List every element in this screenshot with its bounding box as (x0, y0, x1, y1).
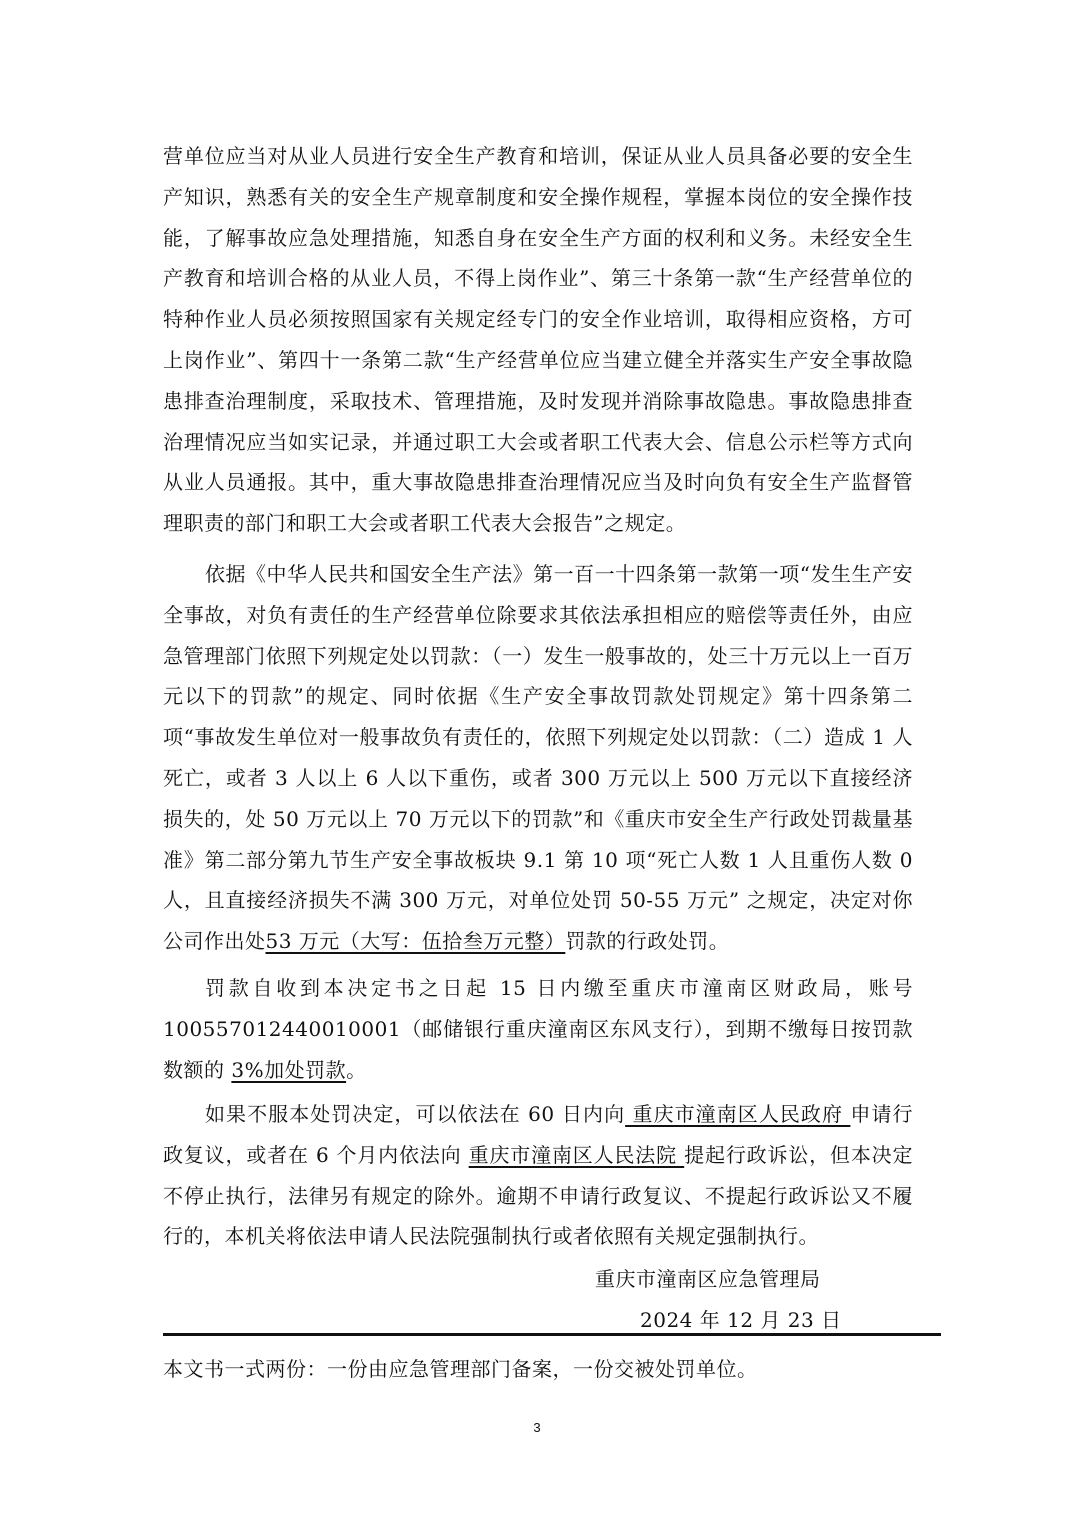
paragraph-text: 申请行政复议，或者在 6 个月内依法向 (163, 1102, 914, 1167)
copies-footnote: 本文书一式两份：一份由应急管理部门备案，一份交被处罚单位。 (163, 1357, 758, 1381)
paragraph-text: 依据《中华人民共和国安全生产法》第一百一十四条第一款第一项“发生生产安全事故，对负有责任的生产经营单位除要求其依法承担相应的赔偿等责任外，由应急管理部门依照下列规定处以罚款：（一）发生一般事故的，处三十万元以上一百万元以下的罚款”的规定、同时依据《生产安全事故罚款处罚规定》第十四条第二项“事故发生单位对一般事故负有责任的，依照下列规定处以罚款：（二）造成 1 人死亡，或者 3 人以上 6 人以下重伤，或者 300 万元以上 500 万元以下直接经济损失的，处 50 万元以上 70 万元以下的罚款”和《重庆市安全生产行政处罚裁量基准》第二部分第九节生产安全事故板块 9.1 第 10 项“死亡人数 1 人且重伤人数 0 人，且直接经济损失不满 300 万元，对单位处罚 50-55 万元” 之规定，决定对你公司作出处 (163, 562, 913, 954)
paragraph-text: 提起行政诉讼，但本决定不停止执行，法律另有规定的除外。逾期不申请行政复议、不提起行政诉讼又不履行的，本机关将依法申请人民法院强制执行或者依照有关规定强制执行。 (163, 1142, 914, 1249)
footer-divider (163, 1333, 941, 1336)
late-penalty-rate: 3%加处罚款 (231, 1057, 347, 1082)
paragraph-text: 。 (346, 1057, 367, 1082)
paragraph-text: 营单位应当对从业人员进行安全生产教育和培训，保证从业人员具备必要的安全生产知识，熟悉有关的安全生产规章制度和安全操作规程，掌握本岗位的安全操作技能，了解事故应急处理措施，知悉自身在安全生产方面的权利和义务。未经安全生产教育和培训合格的从业人员，不得上岗作业”、第三十条第一款“生产经营单位的特种作业人员必须按照国家有关规定经专门的安全作业培训，取得相应资格，方可上岗作业”、第四十一条第二款“生产经营单位应当建立健全并落实生产安全事故隐患排查治理制度，采取技术、管理措施，及时发现并消除事故隐患。事故隐患排查治理情况应当如实记录，并通过职工大会或者职工代表大会、信息公示栏等方式向从业人员通报。其中，重大事故隐患排查治理情况应当及时向负有安全生产监督管理职责的部门和职工大会或者职工代表大会报告”之规定。 (163, 144, 913, 536)
paragraph-text: 罚款自收到本决定书之日起 15 日内缴至重庆市潼南区财政局，账号100557012440010001（邮储银行重庆潼南区东风支行），到期不缴每日按罚款数额的 (163, 976, 913, 1082)
paragraph-penalty-basis (163, 554, 913, 962)
paragraph-text: 如果不服本处罚决定，可以依法在 60 日内向 (205, 1102, 626, 1126)
signature-date: 2024 年 12 月 23 日 (640, 1308, 842, 1332)
fine-amount: 53 万元（大写：伍拾叁万元整） (265, 929, 566, 954)
paragraph-payment-instructions (163, 968, 913, 1090)
paragraph-legal-provisions (163, 136, 913, 544)
page-number: 3 (533, 1420, 541, 1435)
paragraph-appeal-rights (163, 1094, 913, 1257)
review-authority: 重庆市潼南区人民政府 (625, 1102, 851, 1126)
signature-organization: 重庆市潼南区应急管理局 (595, 1267, 821, 1291)
paragraph-text: 罚款的行政处罚。 (565, 929, 730, 954)
litigation-court: 重庆市潼南区人民法院 (468, 1142, 685, 1167)
